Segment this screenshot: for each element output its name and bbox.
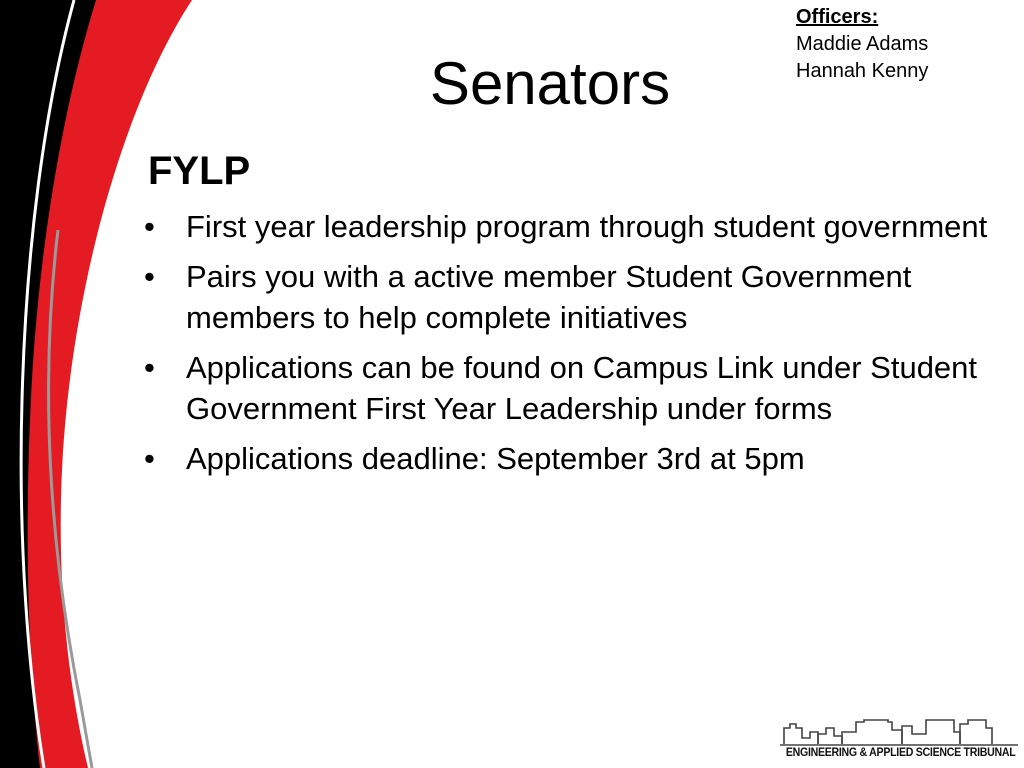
- bullet-item: [142, 438, 1002, 479]
- slide-title: Senators: [429, 50, 671, 117]
- tribunal-logo-text: ENGINEERING & APPLIED SCIENCE TRIBUNAL: [785, 747, 1016, 759]
- bullet-icon: •: [144, 350, 155, 385]
- bullet-item: [142, 206, 1002, 247]
- officers-heading: Officers:: [796, 6, 879, 28]
- bullet-text: Applications can be found on Campus Link under Student Government First Year Leadership under forms: [186, 350, 978, 426]
- bullet-icon: •: [144, 441, 155, 476]
- bullet-text: Pairs you with a active member Student Government members to help complete initiatives: [186, 259, 912, 335]
- officers-block: [796, 4, 1016, 85]
- bullet-item: [142, 256, 1002, 338]
- slide-subtitle: FYLP: [148, 149, 251, 193]
- tribunal-logo: [776, 714, 1022, 768]
- officer-name: Hannah Kenny: [796, 60, 929, 82]
- bullet-text: Applications deadline: September 3rd at 5pm: [186, 441, 805, 476]
- bullet-icon: •: [144, 209, 155, 244]
- officer-name: Maddie Adams: [796, 33, 929, 55]
- bullet-icon: •: [144, 259, 155, 294]
- bullet-text: First year leadership program through student government: [186, 209, 988, 244]
- bullet-list: [142, 206, 1002, 488]
- skyline-icon: [776, 714, 1022, 746]
- bullet-item: [142, 347, 1002, 429]
